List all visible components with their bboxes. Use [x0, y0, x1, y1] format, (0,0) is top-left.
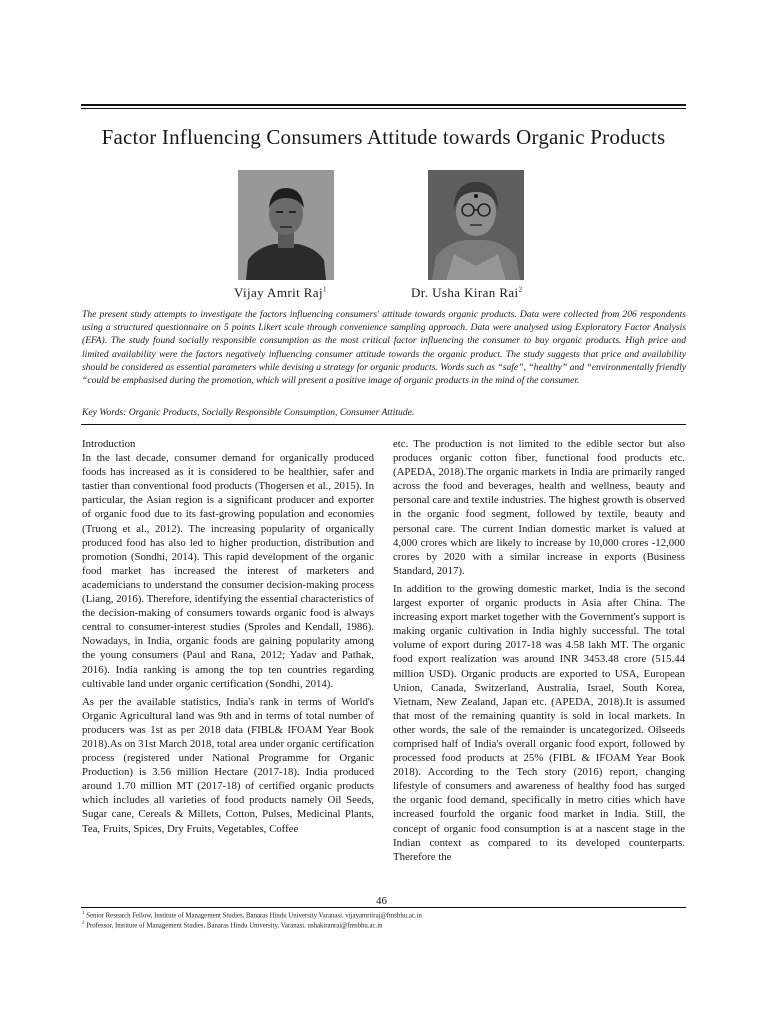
author-photo-1-image: [238, 170, 334, 280]
paper-title: Factor Influencing Consumers Attitude towards Organic Products: [101, 125, 666, 149]
footnote-2-marker: 2: [82, 921, 85, 926]
author-marker-2: 2: [518, 285, 523, 294]
author-photo-2: [428, 170, 524, 280]
paragraph: etc. The production is not limited to the edible sector but also produces organic cotton fiber, functional food products etc. (APEDA, 2018).The organic markets in India are primarily ranged across the food and beverages, health and wellness, beauty and personal care and textile industries. The highest growth is observed in the organic food segment, followed by textile, beauty and personal care. The current Indian domestic market is valued at 4,000 crores which are likely to increase by 10,000 crores -12,000 crores by 2020 with a similar increase in exports (Business Standard, 2017).: [393, 438, 685, 577]
author-photo-2-image: [428, 170, 524, 280]
author-name-1: [234, 285, 327, 301]
footnote-1-text: Senior Research Fellow, Institute of Management Studies, Banaras Hindu University Varanasi. vijayamritraj@fmsbhu.ac.in: [86, 912, 422, 920]
paragraph: In addition to the growing domestic market, India is the second largest exporter of organic products in Asia after China. The increasing export market together with the Government's support is making organic cultivation in India highly successful. The total volume of export during 2017-18 was 4.58 lakh MT. The organic food export realization was around INR 3453.48 crore (515.44 million USD). Organic products are exported to USA, European Union, Canada, Switzerland, Australia, Israel, South Korea, Vietnam, New Zealand, Japan etc. (APEDA, 2018).It is assumed that most of the remaining quantity is sold in local markets. In other words, the sale of the remainder is uncategorized. Oilseeds comprised half of India's overall organic food export, followed by processed food products at 25% (FIBL & IFOAM Year Book 2018). According to the Tech story (2016) report, changing lifestyle of consumers and awareness of healthy food has surged the organic food demand, specifically in metro cities which have increased fourfold the organic food market in India. Still, the concept of organic food consumption is at a nascent stage in the Indian context as compared to its developed counterparts. Therefore the: [393, 582, 685, 863]
footnote-2-text: Professor, Institute of Management Studies, Banaras Hindu University, Varanasi. ushakiranrai@fmsbhu.ac.in: [86, 922, 383, 930]
author-marker-1: 1: [323, 285, 327, 294]
footnote-1-marker: 1: [82, 911, 85, 916]
page-number: 46: [376, 895, 387, 907]
paragraph: As per the available statistics, India's rank in terms of World's Organic Agricultural land was 9th and in terms of total number of producers was 1st as per 2018 data (FIBL& IFOAM Year Book 2018).As on 31st March 2018, total area under organic certification process (registered under National Programme for Organic Production) is 3.56 million Hectare (2017-18). India produced around 1.70 million MT (2017-18) of certified organic products which includes all varieties of food products namely Oil Seeds, Sugar cane, Cereals & Millets, Cotton, Pulses, Medicinal Plants, Tea, Fruits, Spices, Dry Fruits, Vegetables, Coffee: [82, 695, 374, 835]
author-name-2: [411, 285, 522, 301]
section-heading-introduction: Introduction: [82, 438, 136, 450]
footnote-rule: [81, 907, 686, 908]
header-rule-thick: [81, 104, 686, 106]
paragraph: In the last decade, consumer demand for organically produced foods has increased as it is considered to be healthier, safer and tastier than conventional food products (Thogersen et al., 2015). In particular, the Asian region is a significant producer and exporter of organic food due to its fast-growing population and economies (Truong et al., 2012). The increasing popularity of organically produced food has also led to higher production, distribution and promotion (Sondhi, 2014). This rapid development of the organic food market has increased the interest of marketers and academicians to understand the consumer decision-making process (Liang, 2016). Therefore, identifying the essential characteristics of the decision-making of consumers towards organic food is always central to consumer-interest studies (Sproles and Kendall, 1986). Nowadays, in India, organic foods are gaining popularity among the young consumers (Paul and Rana, 2012; Yadav and Pathak, 2016). India ranking is among the top ten countries regarding cultivable land under organic certification (Sondhi, 2014).: [82, 452, 374, 690]
section-rule: [81, 424, 686, 425]
header-rule-thin: [81, 108, 686, 109]
author-photo-1: [238, 170, 334, 280]
keywords: Key Words: Organic Products, Socially Responsible Consumption, Consumer Attitude.: [82, 407, 415, 418]
author-name-2-text: Dr. Usha Kiran Rai: [411, 285, 519, 300]
footnote-2: [82, 919, 686, 930]
left-column: [82, 437, 374, 889]
right-column: [393, 437, 685, 889]
abstract: The present study attempts to investigate the factors influencing consumers' attitude towards organic products. Data were collected from 206 respondents using a structured questionnaire on 5 points Likert scale through convenience sampling approach. Data were analysed using Exploratory Factor Analysis (EFA). The study found socially responsible consumption as the most critical factor influencing the consumer to buy organic products. High price and limited availability were the factors negatively influencing consumer attitude towards the organic product. The study suggests that price and availability should be considered as essential parameters while devising a strategy for organic products. Words such as “safe”, “healthy” and “environmentally friendly “could be emphasised during the promotion, which will present a positive image of organic products in the mind of the consumer.: [82, 309, 686, 387]
author-name-1-text: Vijay Amrit Raj: [234, 285, 323, 300]
